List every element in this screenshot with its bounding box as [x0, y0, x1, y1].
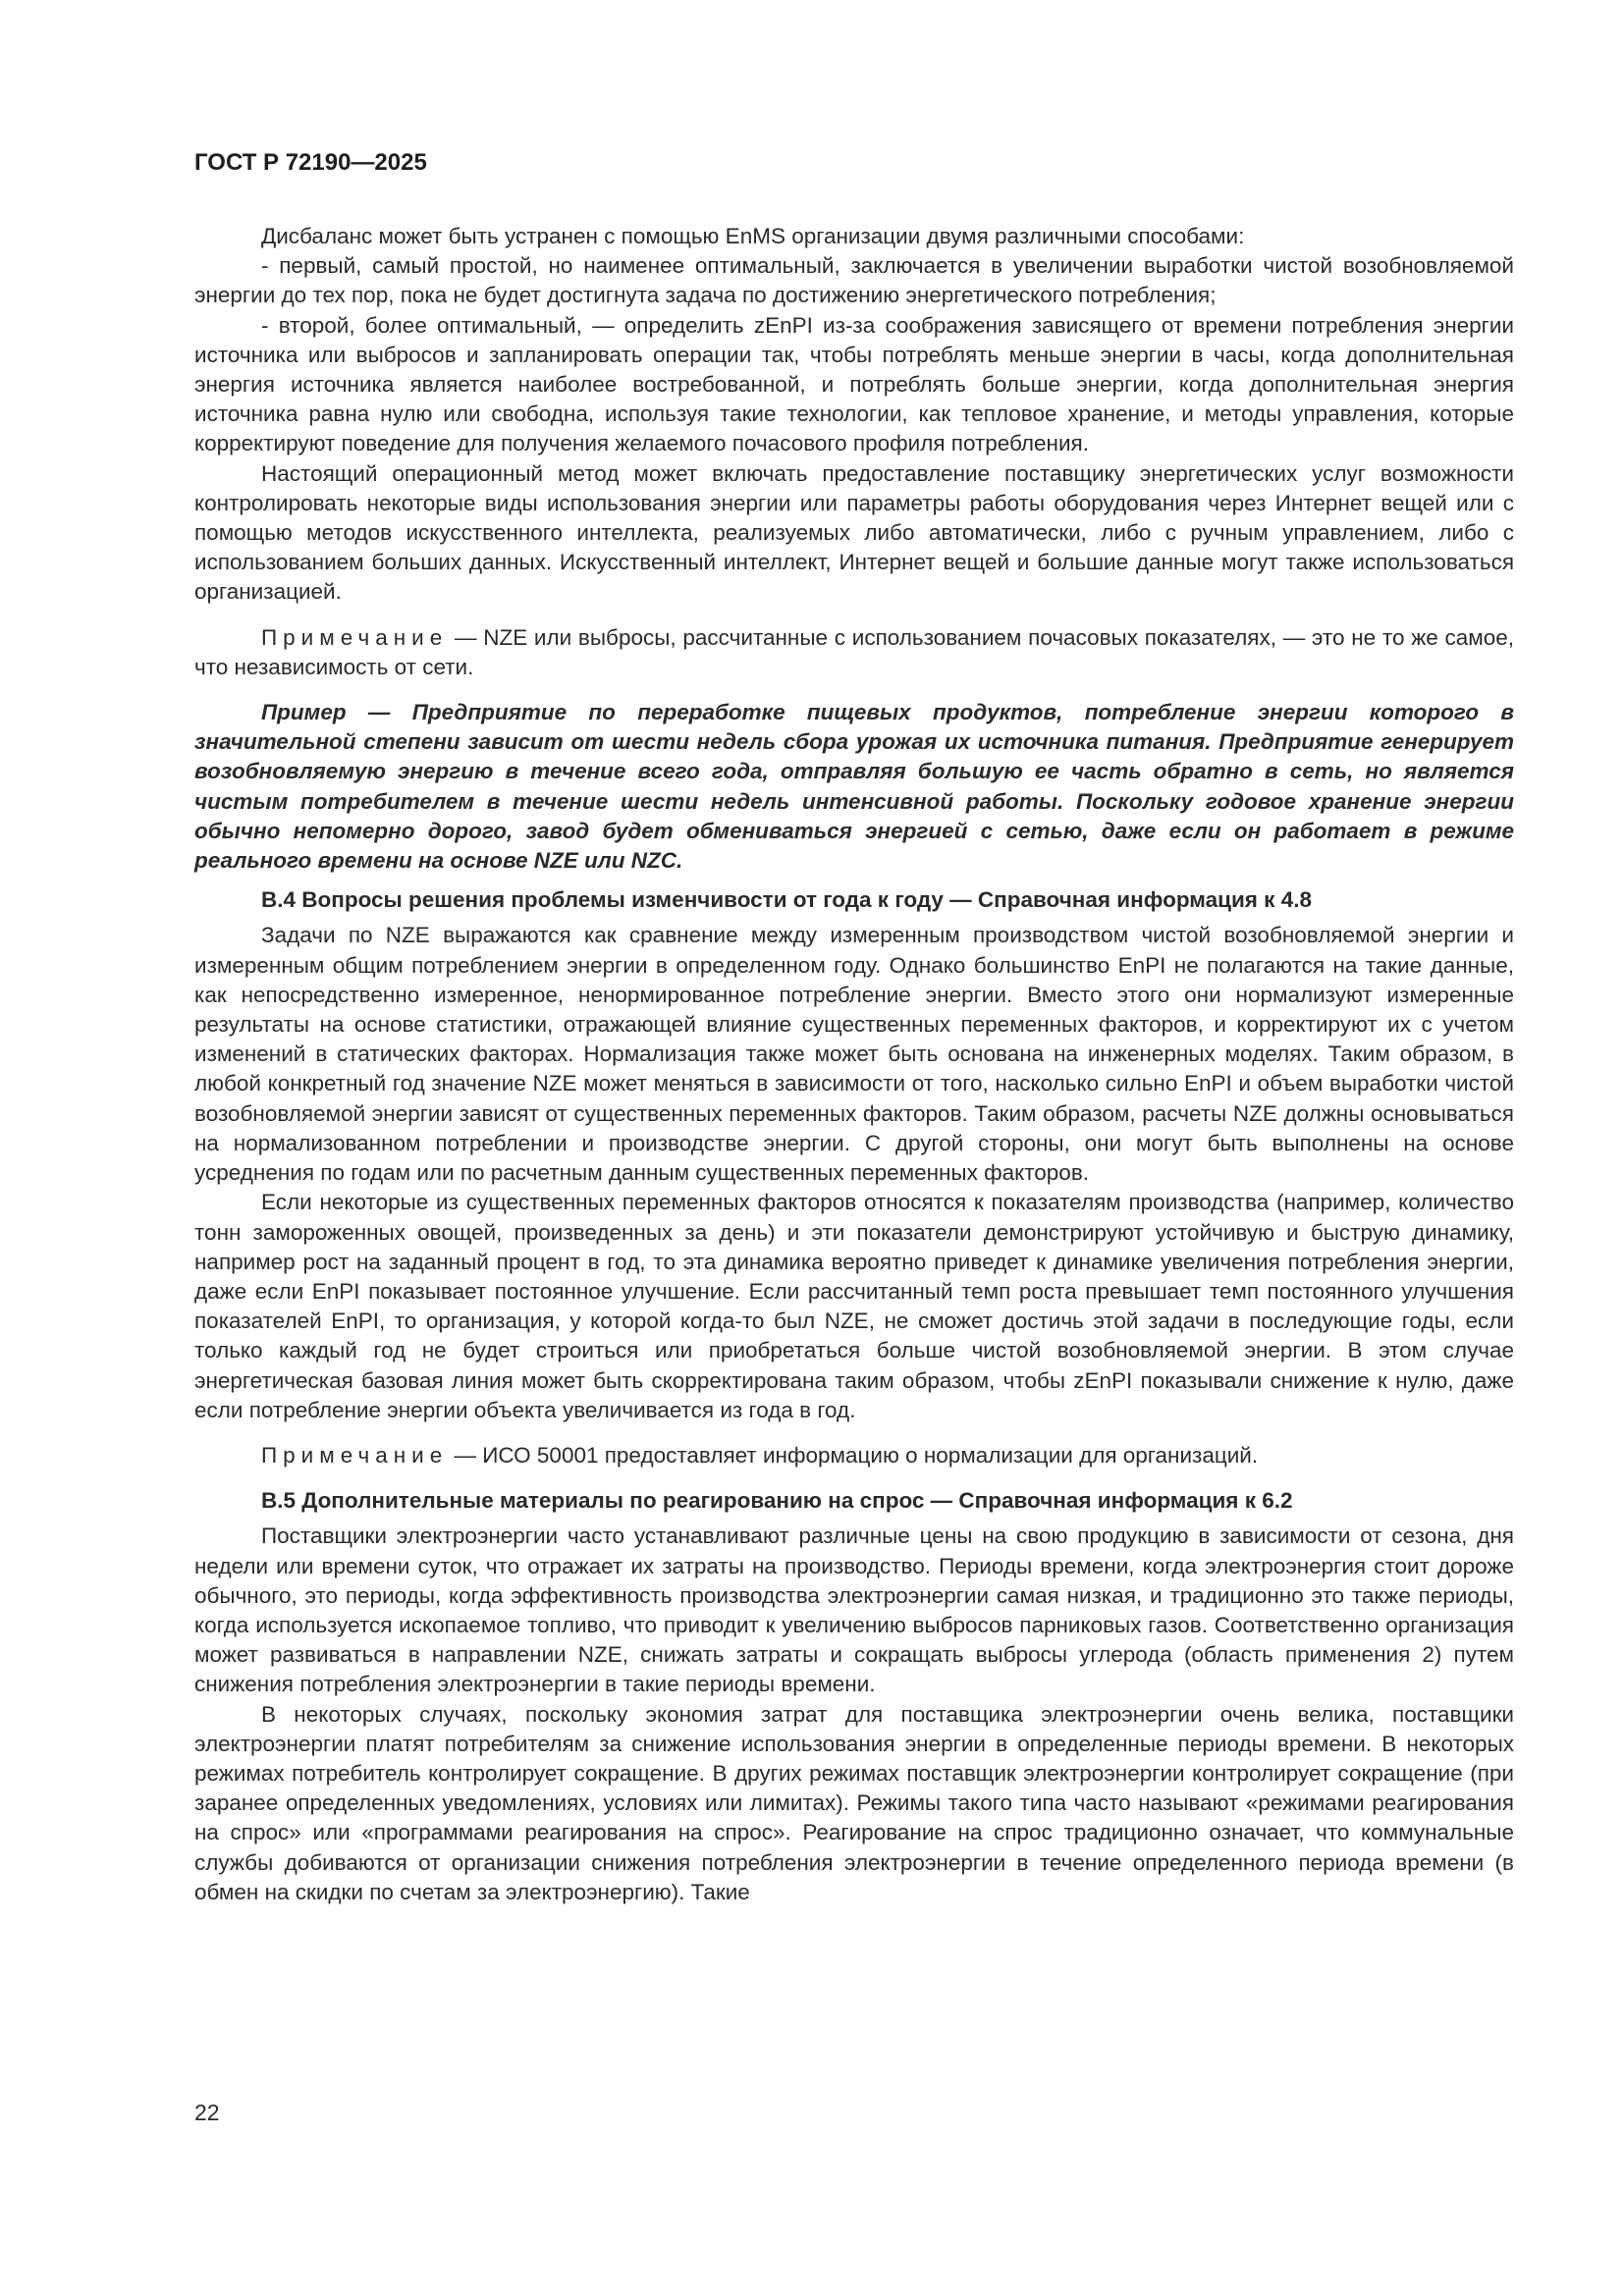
section-heading: В.4 Вопросы решения проблемы изменчивости от года к году — Справочная информация к 4.8	[261, 887, 1312, 913]
page-number: 22	[194, 2100, 220, 2125]
section-heading: В.5 Дополнительные материалы по реагированию на спрос — Справочная информация к 6.2	[261, 1488, 1293, 1514]
paragraph: Поставщики электроэнергии часто устанавливают различные цены на свою продукцию в зависимости от сезона, дня недели или времени суток, что отражает их затраты на производство. Периоды времени, когда электроэнергия стоит дороже обычного, это периоды, когда эффективность производства электроэнергии самая низкая, и традиционно это также периоды, когда используется ископаемое топливо, что приводит к увеличению выбросов парниковых газов. Соответственно организация может развиваться в направлении NZE, снижать затраты и сокращать выбросы углерода (область применения 2) путем снижения потребления электроэнергии в такие периоды времени.	[194, 1523, 1514, 1697]
paragraph: Если некоторые из существенных переменных факторов относятся к показателям производства (например, количество тонн замороженных овощей, произведенных за день) и эти показатели демонстрируют устойчивую и быструю динамику, например рост на заданный процент в год, то эта динамика вероятно приведет к динамике увеличения потребления энергии, даже если EnPI показывает постоянное улучшение. Если рассчитанный темп роста превышает темп постоянного улучшения показателей EnPI, то организация, у которой когда-то был NZE, не сможет достичь этой задачи в последующие годы, если только каждый год не будет строиться или приобретаться больше чистой возобновляемой энергии. В этом случае энергетическая базовая линия может быть скорректирована таким образом, чтобы zEnPI показывали снижение к нулю, даже если потребление энергии объекта увеличивается из года в год.	[194, 1190, 1514, 1422]
paragraph: Настоящий операционный метод может включать предоставление поставщику энергетических услуг возможности контролировать некоторые виды использования энергии или параметры работы оборудования через Интернет вещей или с помощью методов искусственного интеллекта, реализуемых либо автоматически, либо с ручным управлением, либо с использованием больших данных. Искусственный интеллект, Интернет вещей и большие данные могут также использоваться организацией.	[194, 460, 1514, 605]
example-paragraph: Пример — Предприятие по переработке пищевых продуктов, потребление энергии которого в значительной степени зависит от шести недель сбора урожая их источника питания. Предприятие генерирует возобновляемую энергию в течение всего года, отправляя большую ее часть обратно в сеть, но является чистым потребителем в течение шести недель интенсивной работы. Поскольку годовое хранение энергии обычно непомерно дорого, завод будет обмениваться энергией с сетью, даже если он работает в режиме реального времени на основе NZE или NZC.	[194, 700, 1514, 874]
paragraph: В некоторых случаях, поскольку экономия затрат для поставщика электроэнергии очень велика, поставщики электроэнергии платят потребителям за снижение использования энергии в определенные периоды времени. В некоторых режимах потребитель контролирует сокращение. В других режимах поставщик электроэнергии контролирует сокращение (при заранее определенных уведомлениях, условиях или лимитах). Режимы такого типа часто называют «режимами реагирования на спрос» или «программами реагирования на спрос». Реагирование на спрос традиционно означает, что коммунальные службы добиваются от организации снижения потребления электроэнергии в течение определенного периода времени (в обмен на скидки по счетам за электроэнергию). Такие	[194, 1701, 1514, 1904]
note-text: — NZE или выбросы, рассчитанные с использованием почасовых показателях, — это не то же самое, что независимость от сети.	[194, 624, 1514, 679]
note	[194, 623, 1514, 682]
note-text: — ИСО 50001 предоставляет информацию о нормализации для организаций.	[448, 1442, 1259, 1468]
note	[194, 1441, 1514, 1470]
paragraph: Дисбаланс может быть устранен с помощью EnMS организации двумя различными способами:	[261, 224, 1245, 248]
list-item: - первый, самый простой, но наименее оптимальный, заключается в увеличении выработки чистой возобновляемой энергии до тех пор, пока не будет достигнута задача по достижению энергетического потребления;	[194, 253, 1514, 308]
list-item: - второй, более оптимальный, — определить zEnPI из-за соображения зависящего от времени потребления энергии источника или выбросов и запланировать операции так, чтобы потреблять меньше энергии в часы, когда дополнительная энергия источника является наиболее востребованной, и потреблять больше энергии, когда дополнительная энергия источника равна нулю или свободна, используя такие технологии, как тепловое хранение, и методы управления, которые корректируют поведение для получения желаемого почасового профиля потребления.	[194, 312, 1514, 456]
note-label: Примечание	[261, 1442, 449, 1468]
page-header: ГОСТ Р 72190—2025	[194, 149, 427, 176]
document-body	[194, 222, 1514, 1907]
note-label: Примечание	[261, 624, 449, 650]
paragraph: Задачи по NZE выражаются как сравнение между измеренным производством чистой возобновляемой энергии и измеренным общим потреблением энергии в определенном году. Однако большинство EnPI не полагаются на такие данные, как непосредственно измеренное, ненормированное потребление энергии. Вместо этого они нормализуют измеренные результаты на основе статистики, отражающей влияние существенных переменных факторов, и корректируют их с учетом изменений в статических факторах. Нормализация также может быть основана на инженерных моделях. Таким образом, в любой конкретный год значение NZE может меняться в зависимости от того, насколько сильно EnPI и объем выработки чистой возобновляемой энергии зависят от существенных переменных факторов. Таким образом, расчеты NZE должны основываться на нормализованном потреблении и производстве энергии. С другой стороны, они могут быть выполнены на основе усреднения по годам или по расчетным данным существенных переменных факторов.	[194, 923, 1514, 1186]
